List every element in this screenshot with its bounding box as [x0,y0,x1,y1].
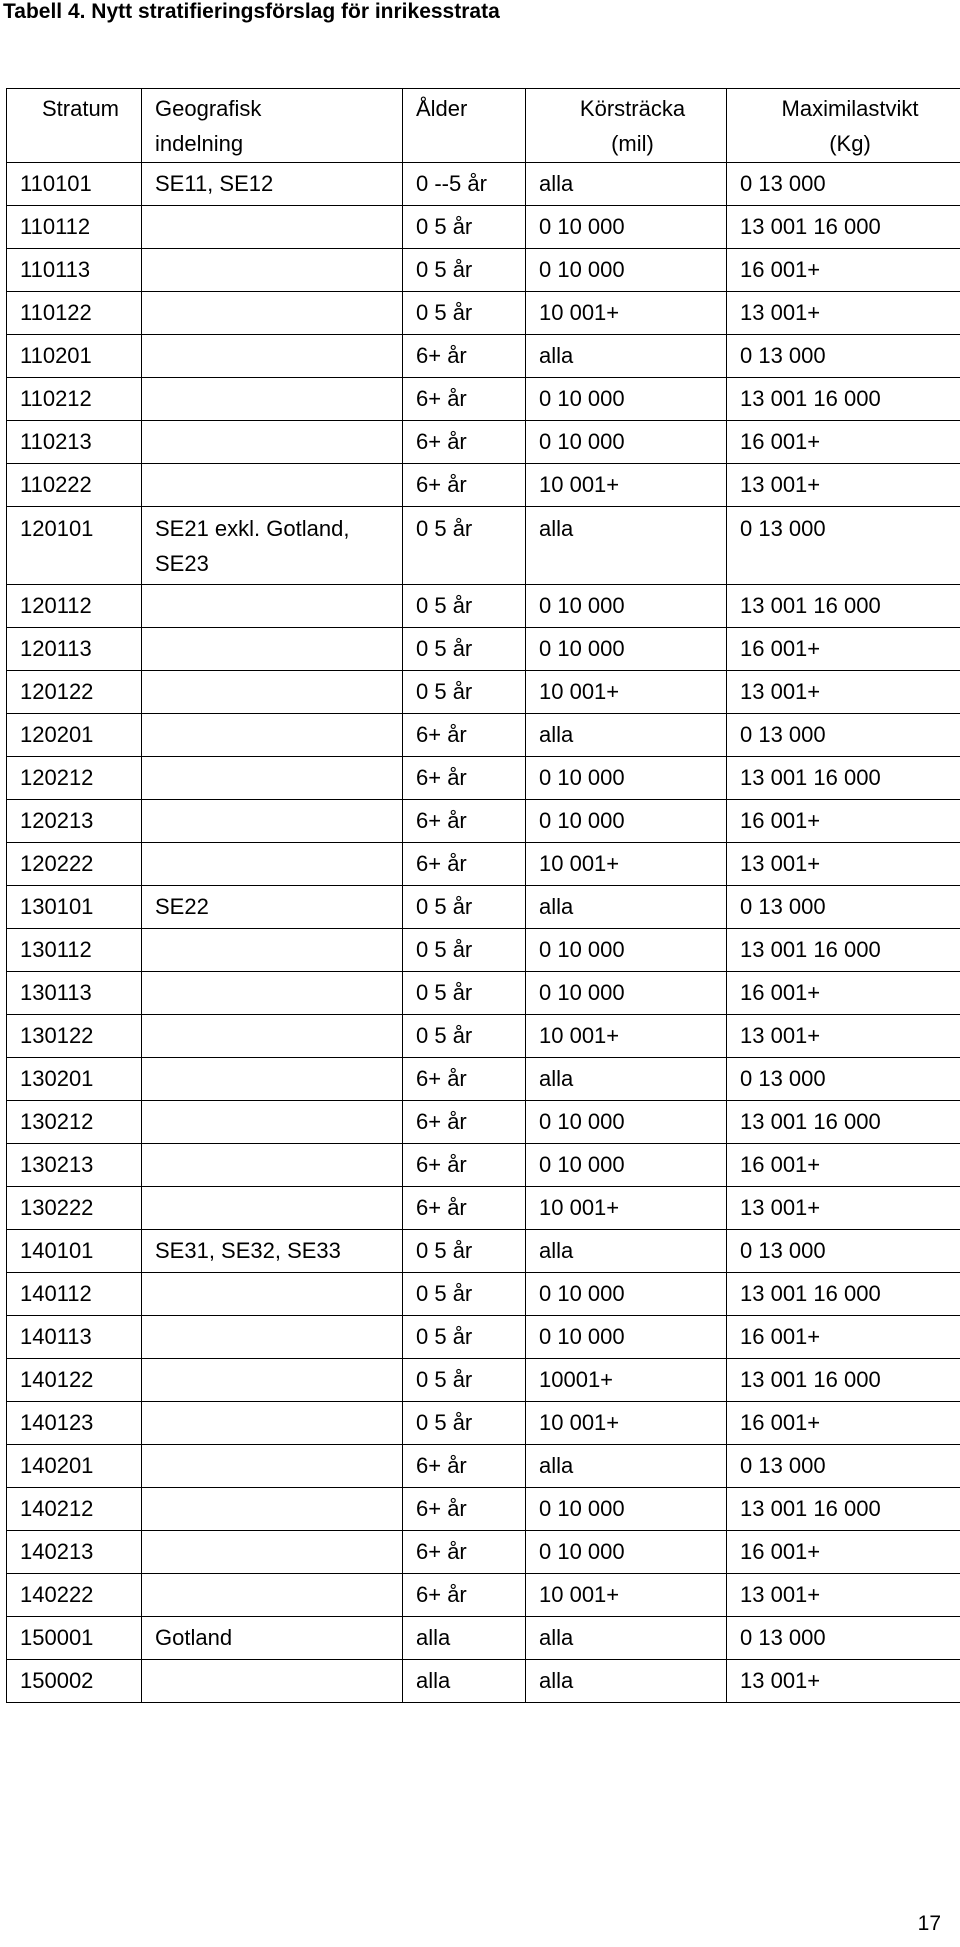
table-cell [142,464,403,507]
table-cell: 13 001 16 000 [727,1273,960,1316]
table-row [7,1488,960,1531]
column-header-line: (mil) [611,131,654,156]
table-cell: 0 10 000 [526,1273,727,1316]
table-cell: 0 5 år [403,292,526,335]
table-cell: 120112 [7,585,142,628]
table-cell: 0 13 000 [727,335,960,378]
table-cell: SE31, SE32, SE33 [142,1230,403,1273]
table-cell: 0 5 år [403,507,526,585]
table-row [7,1015,960,1058]
table-cell: 10 001+ [526,1402,727,1445]
table-cell: alla [526,1617,727,1660]
table-cell [142,1660,403,1703]
table-cell: 0 5 år [403,929,526,972]
table-cell: 120122 [7,671,142,714]
table-cell: 0 10 000 [526,1316,727,1359]
table-cell: Gotland [142,1617,403,1660]
table-cell: 10 001+ [526,671,727,714]
table-cell: alla [526,507,727,585]
table-row [7,378,960,421]
table-cell: 13 001+ [727,292,960,335]
table-cell [142,1531,403,1574]
column-header [403,89,526,163]
table-cell: 0 13 000 [727,163,960,206]
table-cell: 110112 [7,206,142,249]
table-cell: 150001 [7,1617,142,1660]
table-cell: 130101 [7,886,142,929]
table-cell: 0 5 år [403,1316,526,1359]
table-cell: 6+ år [403,464,526,507]
table-cell: 0 10 000 [526,628,727,671]
table-cell: alla [526,1445,727,1488]
table-cell: 6+ år [403,714,526,757]
table-cell: 140101 [7,1230,142,1273]
table-cell: 10001+ [526,1359,727,1402]
table-row [7,1316,960,1359]
table-cell: 0 10 000 [526,378,727,421]
table-cell [142,972,403,1015]
table-cell: 13 001+ [727,1187,960,1230]
table-cell: 6+ år [403,335,526,378]
table-cell: alla [526,1058,727,1101]
table-cell: 13 001 16 000 [727,1101,960,1144]
table-cell: 110212 [7,378,142,421]
column-header-line: Ålder [416,96,468,121]
table-cell: 110113 [7,249,142,292]
table-cell: 6+ år [403,757,526,800]
table-cell: 130213 [7,1144,142,1187]
table-cell: 0 13 000 [727,1617,960,1660]
table-cell: 6+ år [403,1574,526,1617]
table-row [7,1617,960,1660]
table-cell: 0 10 000 [526,800,727,843]
table-cell: 16 001+ [727,421,960,464]
table-cell: 13 001+ [727,464,960,507]
table-cell [142,757,403,800]
table-cell [142,671,403,714]
column-header [727,89,960,163]
table-cell: 130113 [7,972,142,1015]
table-cell: 0 5 år [403,1015,526,1058]
table-cell: 6+ år [403,1445,526,1488]
table-row [7,671,960,714]
table-cell: alla [526,335,727,378]
table-cell [142,1273,403,1316]
table-cell: 0 5 år [403,886,526,929]
table-cell: 13 001 16 000 [727,1488,960,1531]
table-cell: 6+ år [403,421,526,464]
table-cell: 16 001+ [727,249,960,292]
table-cell: 13 001 16 000 [727,757,960,800]
table-cell: 10 001+ [526,292,727,335]
table-cell: 120201 [7,714,142,757]
table-row [7,1273,960,1316]
table-row [7,1144,960,1187]
table-row [7,1101,960,1144]
table-cell: 13 001 16 000 [727,206,960,249]
table-cell: 0 10 000 [526,1144,727,1187]
table-cell [142,1015,403,1058]
table-cell: 110122 [7,292,142,335]
table-cell: SE11, SE12 [142,163,403,206]
table-cell [142,1402,403,1445]
table-row [7,507,960,585]
table-cell: 16 001+ [727,800,960,843]
table-cell: 0 13 000 [727,1445,960,1488]
table-cell: 0 13 000 [727,1230,960,1273]
table-cell: 0 5 år [403,585,526,628]
table-row [7,163,960,206]
column-header-line: (Kg) [829,131,871,156]
table-row [7,1058,960,1101]
table-cell: 16 001+ [727,972,960,1015]
table-cell: 0 5 år [403,1402,526,1445]
table-cell: 0 13 000 [727,1058,960,1101]
table-cell: 110201 [7,335,142,378]
table-cell: 6+ år [403,1144,526,1187]
table-cell [142,1574,403,1617]
table-cell: 13 001+ [727,1015,960,1058]
table-cell: 0 10 000 [526,972,727,1015]
table-row [7,1574,960,1617]
table-cell [142,585,403,628]
table-row [7,972,960,1015]
column-header-line: indelning [155,131,244,156]
table-cell [142,929,403,972]
table-row [7,1359,960,1402]
table-cell [142,628,403,671]
table-cell: alla [403,1617,526,1660]
table-cell: 6+ år [403,1187,526,1230]
table-cell: 140201 [7,1445,142,1488]
table-cell: 13 001 16 000 [727,1359,960,1402]
table-cell: SE21 exkl. Gotland, SE23 [142,507,403,585]
table-cell: 13 001 16 000 [727,378,960,421]
table-cell [142,292,403,335]
table-cell [142,249,403,292]
column-header-line: Stratum [41,96,120,121]
table-cell [142,1058,403,1101]
column-header-line: Geografisk [155,96,262,121]
table-cell: 0 10 000 [526,929,727,972]
table-cell: 0 5 år [403,1273,526,1316]
table-cell: 120222 [7,843,142,886]
table-cell [142,378,403,421]
table-cell: 0 5 år [403,671,526,714]
table-cell [142,1316,403,1359]
table-cell [142,206,403,249]
table-cell: 0 10 000 [526,1531,727,1574]
table-row [7,206,960,249]
table-cell: 16 001+ [727,628,960,671]
table-row [7,1230,960,1273]
table-cell [142,1101,403,1144]
table-row [7,1445,960,1488]
column-header [526,89,727,163]
table-cell [142,714,403,757]
page-number: 17 [917,1912,941,1935]
table-cell [142,1144,403,1187]
table-cell: 0 10 000 [526,249,727,292]
table-row [7,929,960,972]
table-cell: 10 001+ [526,464,727,507]
table-row [7,757,960,800]
table-cell: 140113 [7,1316,142,1359]
table-row [7,1402,960,1445]
table-cell: 6+ år [403,1488,526,1531]
table-cell: 0 13 000 [727,507,960,585]
table-cell: alla [526,1660,727,1703]
table-row [7,464,960,507]
table-cell: 16 001+ [727,1316,960,1359]
table-cell: 10 001+ [526,1574,727,1617]
table-cell: 10 001+ [526,1015,727,1058]
table-cell: 140213 [7,1531,142,1574]
table-cell: 16 001+ [727,1144,960,1187]
table-row [7,335,960,378]
table-cell: 130222 [7,1187,142,1230]
table-cell: alla [526,714,727,757]
table-cell: 120212 [7,757,142,800]
table-row [7,421,960,464]
table-cell: 0 5 år [403,1359,526,1402]
column-header-line: Körsträcka [579,96,686,121]
table-cell: 6+ år [403,1531,526,1574]
table-cell: SE22 [142,886,403,929]
table-cell [142,1445,403,1488]
table-cell: 130122 [7,1015,142,1058]
table-cell: 6+ år [403,843,526,886]
table-cell: 0 5 år [403,972,526,1015]
table-cell: alla [526,1230,727,1273]
table-cell: 16 001+ [727,1402,960,1445]
table-cell: 120101 [7,507,142,585]
table-cell: 140123 [7,1402,142,1445]
table-cell: 13 001+ [727,1660,960,1703]
table-row [7,585,960,628]
table-cell [142,800,403,843]
table-cell: alla [403,1660,526,1703]
table-cell: 130212 [7,1101,142,1144]
table-cell: 0 10 000 [526,206,727,249]
table-cell: alla [526,886,727,929]
column-header-line: Maximilastvikt [781,96,919,121]
table-cell [142,335,403,378]
table-row [7,1660,960,1703]
table-cell: 13 001 16 000 [727,585,960,628]
table-cell: 110101 [7,163,142,206]
table-cell: 0 --5 år [403,163,526,206]
table-cell: 13 001 16 000 [727,929,960,972]
table-cell: 6+ år [403,1101,526,1144]
table-cell: 140212 [7,1488,142,1531]
table-cell: 0 10 000 [526,421,727,464]
table-cell: 0 13 000 [727,714,960,757]
table-row [7,800,960,843]
table-cell: 0 5 år [403,206,526,249]
table-cell: 110222 [7,464,142,507]
table-cell: 0 5 år [403,628,526,671]
table-cell: 110213 [7,421,142,464]
table-cell [142,1488,403,1531]
table-cell: 0 5 år [403,249,526,292]
column-header [142,89,403,163]
table-caption: Tabell 4. Nytt stratifieringsförslag för inrikesstrata [3,0,500,23]
table-cell: 6+ år [403,1058,526,1101]
table-cell: 10 001+ [526,1187,727,1230]
table-row [7,714,960,757]
header-row [7,89,960,163]
column-header [7,89,142,163]
table-cell: 120113 [7,628,142,671]
table-cell: 16 001+ [727,1531,960,1574]
table-cell: 140122 [7,1359,142,1402]
table-cell [142,421,403,464]
table-row [7,1531,960,1574]
table-cell: 0 10 000 [526,585,727,628]
table-cell: 6+ år [403,378,526,421]
table-row [7,886,960,929]
table-row [7,1187,960,1230]
table-cell: 0 10 000 [526,1101,727,1144]
table-cell: 130201 [7,1058,142,1101]
table-cell: 6+ år [403,800,526,843]
stratification-table [6,88,960,1703]
table-cell: 0 10 000 [526,757,727,800]
table-cell: 13 001+ [727,1574,960,1617]
table-row [7,249,960,292]
table-cell: 120213 [7,800,142,843]
table-cell: 140112 [7,1273,142,1316]
table-row [7,628,960,671]
table-cell: 13 001+ [727,843,960,886]
table-cell: 130112 [7,929,142,972]
table-row [7,292,960,335]
table-cell: 13 001+ [727,671,960,714]
table-cell: 140222 [7,1574,142,1617]
table-cell: 150002 [7,1660,142,1703]
table-cell: alla [526,163,727,206]
table-cell: 10 001+ [526,843,727,886]
table-cell [142,1187,403,1230]
table-cell: 0 10 000 [526,1488,727,1531]
table-row [7,843,960,886]
table-cell [142,1359,403,1402]
table-cell [142,843,403,886]
table-cell: 0 5 år [403,1230,526,1273]
table-cell: 0 13 000 [727,886,960,929]
